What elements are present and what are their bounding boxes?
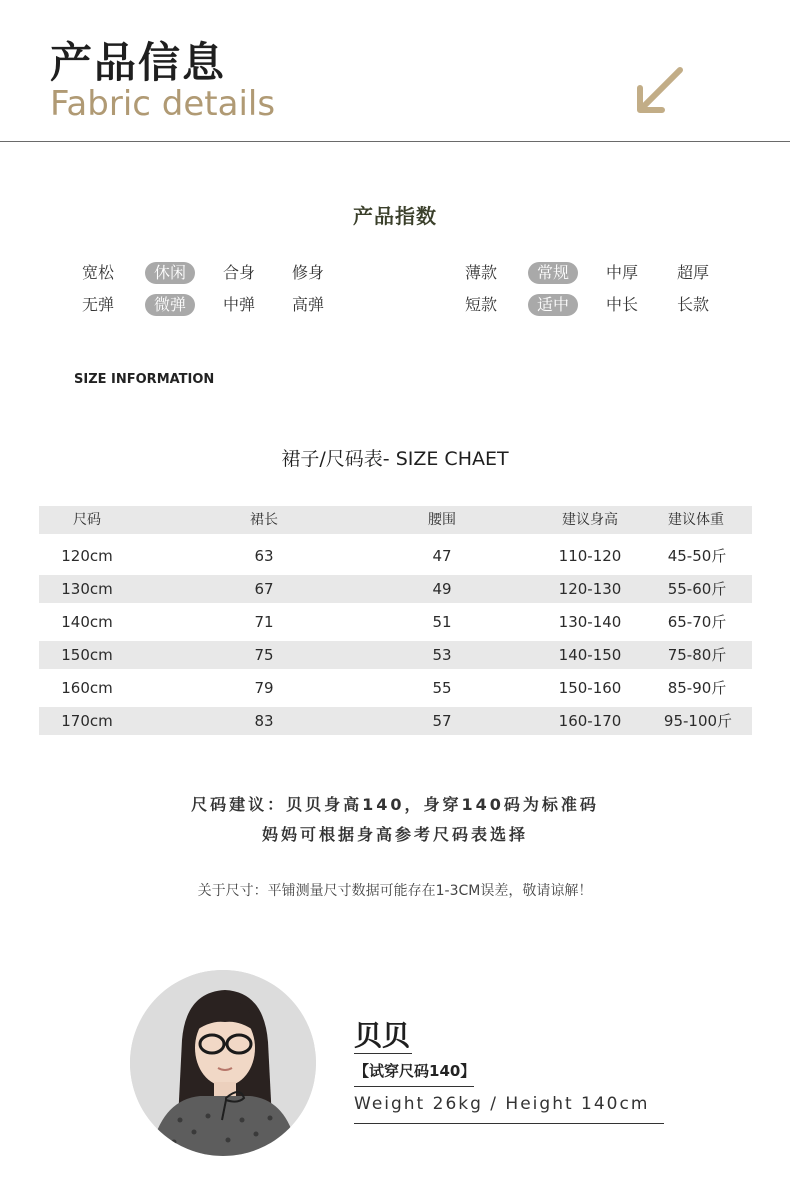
index-fit-option-selected: 休闲 [145,262,195,284]
cell-skirt-length: 63 [254,547,274,565]
size-recommendation-2: 妈妈可根据身高参考尺码表选择 [261,825,528,844]
model-stats-underline [354,1123,664,1124]
table-row [39,674,752,702]
table-row [39,608,752,636]
cell-skirt-length: 79 [254,679,274,697]
index-stretch-option: 无弹 [81,295,114,314]
model-name-underline [354,1053,412,1054]
index-length-option: 短款 [464,295,497,314]
table-row [39,542,752,570]
cell-size: 140cm [61,613,113,631]
cell-waist: 47 [432,547,452,565]
index-stretch-option-selected: 微弹 [145,294,195,316]
cell-waist: 51 [432,613,452,631]
index-fit-option: 修身 [291,263,324,282]
cell-weight: 95-100斤 [663,712,733,730]
header-size: 尺码 [73,512,101,528]
cell-waist: 53 [432,646,452,664]
header-divider [0,141,790,142]
cell-height: 150-160 [558,679,622,697]
header-skirt-length: 裙长 [250,512,278,528]
index-length-option: 长款 [676,295,709,314]
cell-skirt-length: 75 [254,646,274,664]
model-name: 贝贝 [354,1019,411,1052]
index-thickness-option: 薄款 [464,263,497,282]
header-waist: 腰围 [428,512,456,528]
index-stretch-option: 高弹 [291,295,324,314]
page-subtitle: Fabric details [50,84,276,124]
page-title: 产品信息 [50,38,227,87]
cell-height: 140-150 [558,646,622,664]
cell-height: 110-120 [558,547,622,565]
index-length-option: 中长 [605,295,638,314]
header-weight: 建议体重 [668,512,724,528]
cell-waist: 55 [432,679,452,697]
cell-size: 150cm [61,646,113,664]
model-avatar [130,970,316,1156]
model-trial-size: 【试穿尺码140】 [354,1062,476,1080]
cell-skirt-length: 67 [254,580,274,598]
cell-size: 120cm [61,547,113,565]
cell-size: 160cm [61,679,113,697]
size-table-header [39,506,752,534]
model-stats: Weight 26kg / Height 140cm [354,1094,650,1114]
cell-weight: 45-50斤 [667,547,727,565]
product-index-title: 产品指数 [353,204,437,228]
index-fit-option: 宽松 [81,263,114,282]
index-fit-option: 合身 [222,263,255,282]
cell-height: 120-130 [558,580,622,598]
cell-waist: 57 [432,712,452,730]
size-information-label: SIZE INFORMATION [74,372,215,387]
cell-waist: 49 [432,580,452,598]
cell-height: 130-140 [558,613,622,631]
cell-size: 170cm [61,712,113,730]
cell-skirt-length: 71 [254,613,274,631]
cell-weight: 55-60斤 [667,580,727,598]
header-height: 建议身高 [562,512,618,528]
index-length-option-selected: 适中 [528,294,578,316]
table-row [39,707,752,735]
index-thickness-option: 中厚 [605,263,638,282]
arrow-down-left-icon [632,66,688,118]
cell-height: 160-170 [558,712,622,730]
size-recommendation: 尺码建议：贝贝身高140，身穿140码为标准码 [191,795,599,814]
model-tag-underline [354,1086,474,1087]
cell-weight: 75-80斤 [667,646,727,664]
index-thickness-option-selected: 常规 [528,262,578,284]
index-stretch-option: 中弹 [222,295,255,314]
measurement-disclaimer: 关于尺寸：平铺测量尺寸数据可能存在1-3CM误差，敬请谅解！ [197,883,593,899]
table-row [39,641,752,669]
index-thickness-option: 超厚 [676,263,709,282]
size-chart-title: 裙子/尺码表- SIZE CHAET [281,448,509,470]
table-row [39,575,752,603]
cell-size: 130cm [61,580,113,598]
cell-weight: 85-90斤 [667,679,727,697]
cell-skirt-length: 83 [254,712,274,730]
cell-weight: 65-70斤 [667,613,727,631]
